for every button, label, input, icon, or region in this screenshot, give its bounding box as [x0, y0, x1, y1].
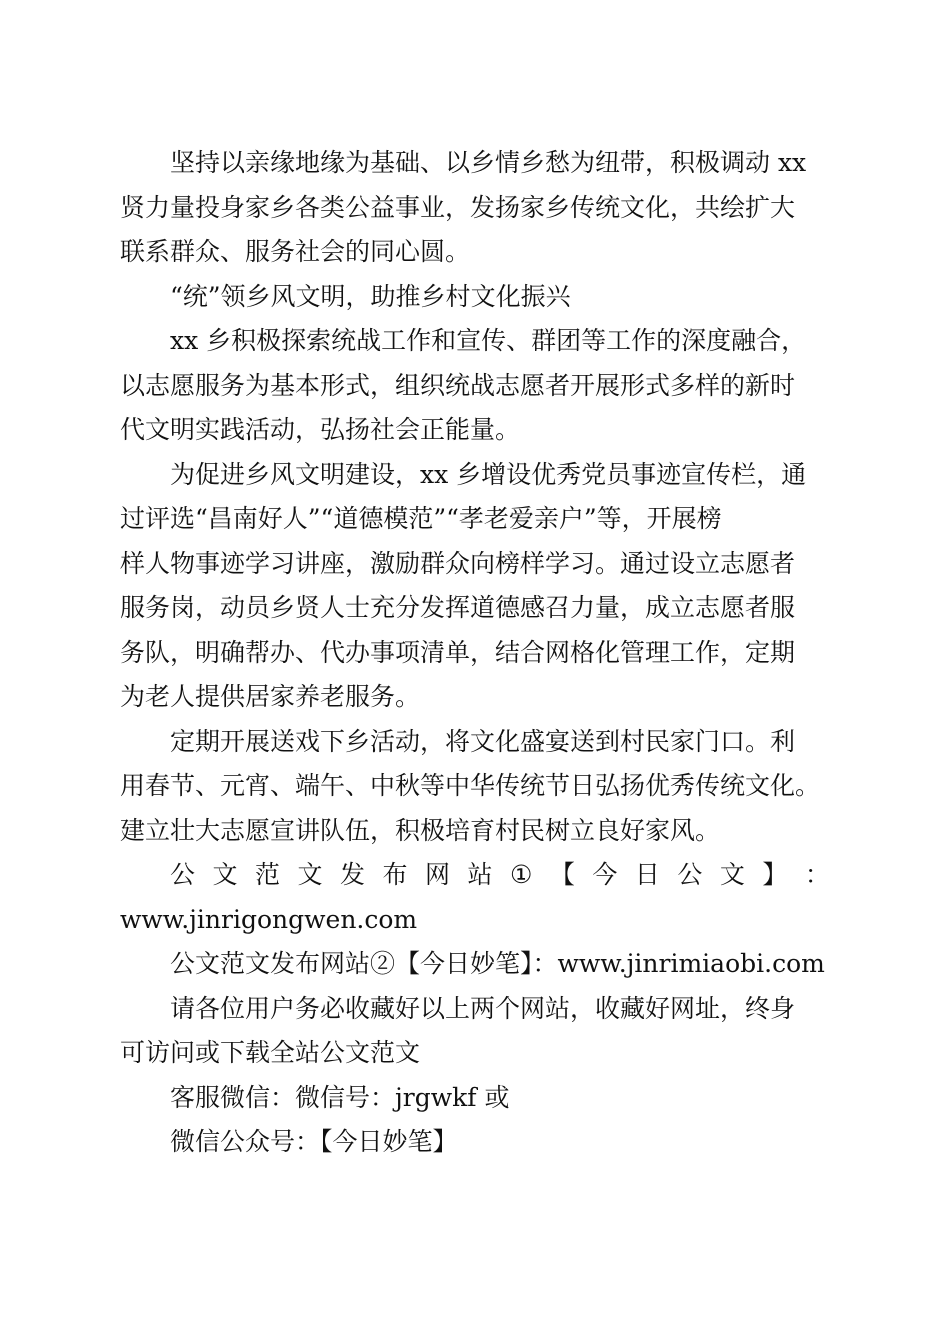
- text-line: 可访问或下载全站公文范文: [120, 1038, 421, 1067]
- text-line: 为促进乡风文明建设，xx 乡增设优秀党员事迹宣传栏，通: [170, 459, 807, 489]
- text-line: 服务岗，动员乡贤人士充分发挥道德感召力量，成立志愿者服: [120, 593, 796, 622]
- website-2-notice[interactable]: 公文范文发布网站②【今日妙笔】：www.jinrimiaobi.com: [170, 949, 825, 978]
- section-heading: [120, 275, 830, 320]
- label-char: 】: [762, 860, 788, 889]
- label-char: 今: [592, 860, 618, 889]
- label-char: 公: [170, 860, 196, 889]
- text-line: 定期开展送戏下乡活动，将文化盛宴送到村民家门口。利: [170, 726, 796, 756]
- text-line: 过评选“昌南好人”“道德模范”“孝老爱亲户”等，开展榜: [120, 504, 722, 533]
- document-body: [120, 141, 830, 1165]
- heading-text: “统”领乡风文明，助推乡村文化振兴: [170, 281, 571, 311]
- label-char: 日: [634, 860, 660, 889]
- label-char: 发: [340, 860, 366, 889]
- official-account: 微信公众号：【今日妙笔】: [170, 1127, 458, 1156]
- text-line: 联系群众、服务社会的同心圆。: [120, 237, 471, 266]
- label-char: 网: [425, 860, 451, 889]
- text-line: 为老人提供居家养老服务。: [120, 682, 421, 711]
- website-1-url[interactable]: www.jinrigongwen.com: [120, 904, 418, 934]
- text-line: 代文明实践活动，弘扬社会正能量。: [120, 415, 521, 444]
- text-line: 样人物事迹学习讲座，激励群众向榜样学习。通过设立志愿者: [120, 548, 796, 578]
- website-1-notice: [120, 853, 830, 942]
- bookmark-notice: [120, 987, 830, 1076]
- label-char: 文: [719, 860, 745, 889]
- label-char: 范: [255, 860, 281, 889]
- label-char: 【: [549, 860, 575, 889]
- label-char: ：: [804, 860, 830, 889]
- label-char: 文: [212, 860, 238, 889]
- text-line: 坚持以亲缘地缘为基础、以乡情乡愁为纽带，积极调动 xx: [170, 148, 807, 177]
- paragraph-4: [120, 453, 830, 720]
- paragraph-3: [120, 319, 830, 453]
- website-1-label: [120, 853, 830, 898]
- label-char: ①: [510, 860, 533, 889]
- text-line: 贤力量投身家乡各类公益事业，发扬家乡传统文化，共绘扩大: [120, 192, 796, 222]
- paragraph-5: [120, 720, 830, 854]
- text-line: 请各位用户务必收藏好以上两个网站，收藏好网址，终身: [170, 993, 796, 1023]
- text-line: 建立壮大志愿宣讲队伍，积极培育村民树立良好家风。: [120, 815, 721, 845]
- label-char: 公: [677, 860, 703, 889]
- customer-service-wechat: 客服微信：微信号：jrgwkf 或: [170, 1082, 510, 1112]
- text-line: 用春节、元宵、端午、中秋等中华传统节日弘扬优秀传统文化。: [120, 771, 821, 800]
- text-line: 以志愿服务为基本形式，组织统战志愿者开展形式多样的新时: [120, 370, 796, 400]
- text-line: 务队，明确帮办、代办事项清单，结合网格化管理工作，定期: [120, 637, 796, 667]
- paragraph-1: [120, 141, 830, 275]
- text-line: xx 乡积极探索统战工作和宣传、群团等工作的深度融合，: [170, 326, 807, 355]
- label-char: 布: [382, 860, 408, 889]
- label-char: 文: [297, 860, 323, 889]
- label-char: 站: [467, 860, 493, 889]
